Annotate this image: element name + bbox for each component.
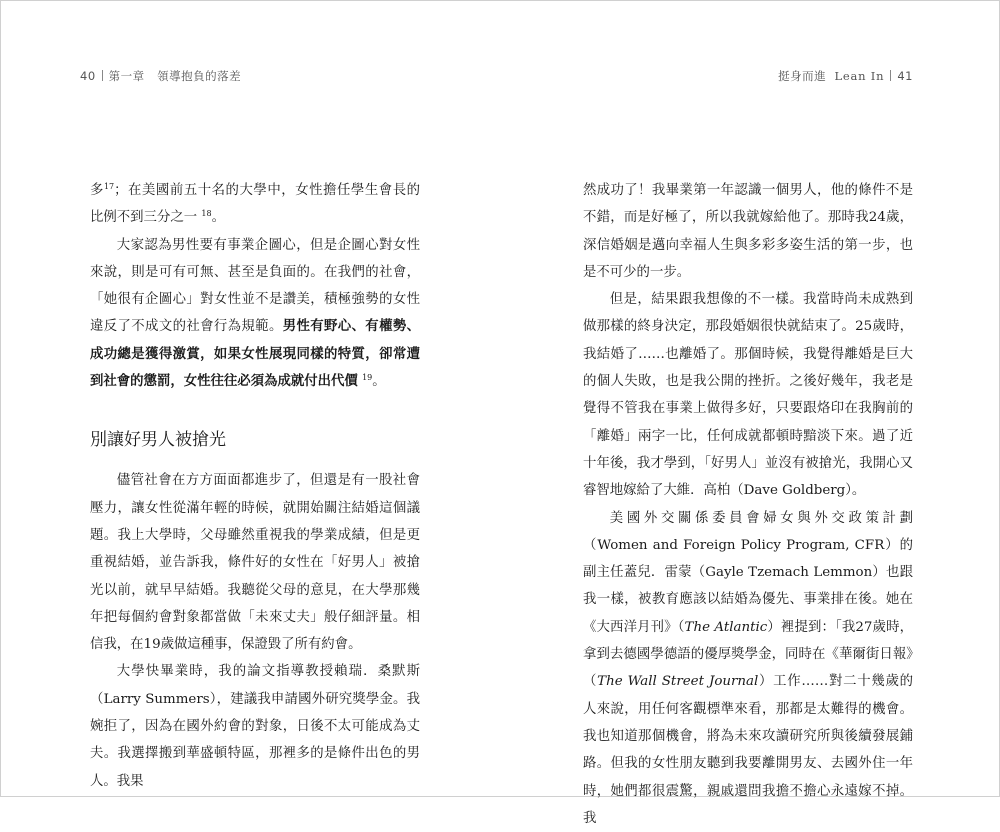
right-page-body — [583, 177, 913, 832]
book-title: 挺身而進 — [778, 69, 827, 83]
footnote-ref: 18 — [201, 209, 212, 219]
left-page-header — [80, 68, 241, 84]
paragraph-text: ）工作……對二十幾歲的人來說，用任何客觀標準來看，那都是太難得的機會。我也知道那個機會，將為未來攻讀研究所與後續發展鋪路。但我的女性朋友聽到我要離開男友、去國外住一年時，她們都很震驚，親戚還問我擔不擔心永遠嫁不掉。我 — [583, 674, 914, 826]
paragraph: 大學快畢業時，我的論文指導教授賴瑞．桑默斯（Larry Summers），建議我申請國外研究獎學金。我婉拒了，因為在國外約會的對象，日後不太可能成為丈夫。我選擇搬到華盛頓特區，那裡多的是條件出色的男人。我果 — [90, 664, 420, 789]
section-heading: 別讓好男人被搶光 — [90, 430, 226, 451]
footnote-ref: 17 — [103, 182, 115, 191]
page-number: 40 — [80, 69, 96, 83]
paragraph-text: 大家認為男性要有事業企圖心，但是企圖心對女性來說，則是可有可無、甚至是負面的。在我們的社會，「她很有企圖心」對女性並不是讚美，積極強勢的女性違反了不成文的社會行為規範。 — [90, 237, 420, 335]
chapter-title: 領導抱負的落差 — [157, 69, 242, 83]
left-page — [80, 0, 421, 797]
italic-title: The Atlantic — [684, 619, 768, 635]
paragraph-text: ；在美國前五十名的大學中，女性擔任學生會長的比例不到三分之一 — [90, 183, 421, 226]
page-number: 41 — [897, 69, 913, 83]
footnote-ref: 19 — [362, 373, 373, 383]
paragraph: 但是，結果跟我想像的不一樣。我當時尚未成熟到做那樣的終身決定，那段婚姻很快就結束了。25歲時，我結婚了……也離婚了。那個時候，我覺得離婚是巨大的個人失敗，也是我公開的挫折。之後好幾年，我老是覺得不管我在事業上做得多好，只要跟烙印在我胸前的「離婚」兩字一比，任何成就都頓時黯淡下來。過了近十年後，我才學到，「好男人」並沒有被搶光，我開心又睿智地嫁給了大維．高柏（Dave Goldberg）。 — [583, 292, 913, 499]
paragraph: 然成功了！我畢業第一年認識一個男人，他的條件不是不錯，而是好極了，所以我就嫁給他了。那時我24歲，深信婚姻是邁向幸福人生與多彩多姿生活的第一步，也是不可少的一步。 — [583, 183, 913, 280]
left-page-body — [90, 177, 420, 795]
paragraph-text: ）裡提到：「我27歲時，拿到去德國學德語的優厚獎學金，同時在《華爾街日報》（ — [583, 619, 913, 690]
paragraph: 儘管社會在方方面面都進步了，但還是有一股社會壓力，讓女性從滿年輕的時候，就開始關注結婚這個議題。我上大學時，父母雖然重視我的學業成績，但是更重視結婚，並告訴我，條件好的女性在「好男人」被搶光以前，就早早結婚。我聽從父母的意見，在大學那幾年把每個約會對象都當做「未來丈夫」般仔細評量。相信我，在19歲做這種事，保證毀了所有約會。 — [90, 473, 420, 653]
right-page — [583, 0, 914, 826]
paragraph-text: 。 — [211, 210, 225, 226]
italic-title: The Wall Street Journal — [597, 674, 759, 690]
paragraph — [90, 232, 420, 396]
paragraph — [90, 177, 420, 232]
header-divider — [890, 70, 891, 81]
book-title-en: Lean In — [834, 69, 885, 83]
paragraph-text: 美國外交關係委員會婦女與外交政策計劃（Women and Foreign Policy Program, CFR）的副主任蓋兒．雷蒙（Gayle Tzemach Lemmon）也跟我一樣，被教育應該以結婚為優先、事業排在後。她在《大西洋月刊》（ — [583, 510, 913, 635]
paragraph-text: 多 — [90, 183, 104, 198]
right-page-header — [778, 68, 913, 84]
bold-text: 男性有野心、有權勢、成功總是獲得激賞，如果女性展現同樣的特質，卻常遭到社會的懲罰，女性往往必須為成就付出代價 — [90, 318, 420, 390]
paragraph-text: 。 — [372, 374, 386, 390]
header-divider — [102, 70, 103, 81]
chapter-label: 第一章 — [108, 69, 145, 83]
paragraph — [583, 505, 913, 832]
